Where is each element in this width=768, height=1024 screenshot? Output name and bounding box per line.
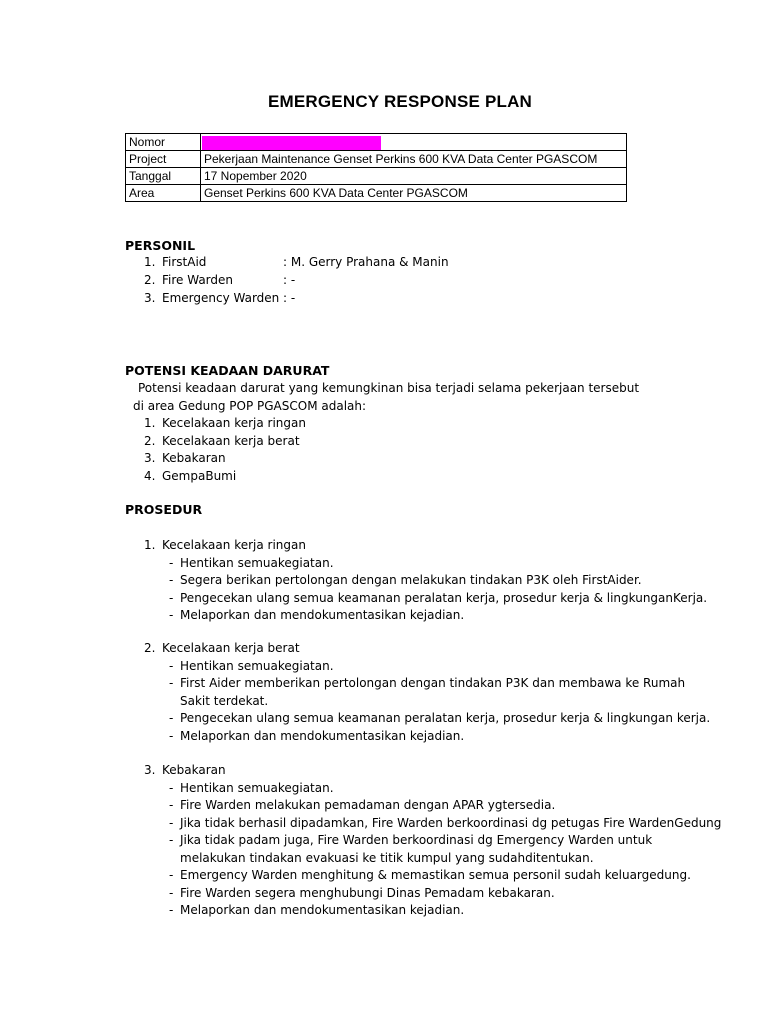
procedure-step: - Hentikan semuakegiatan. bbox=[169, 658, 334, 673]
info-value bbox=[201, 134, 627, 151]
procedure-section bbox=[144, 640, 710, 745]
highlight-block bbox=[202, 136, 381, 150]
procedure-step-continuation: Sakit terdekat. bbox=[180, 693, 269, 708]
procedure-step: - Melaporkan dan mendokumentasikan kejadian. bbox=[169, 728, 465, 743]
procedure-step: - Melaporkan dan mendokumentasikan kejadian. bbox=[169, 903, 465, 917]
procedure-step: - Hentikan semuakegiatan. bbox=[169, 555, 334, 570]
info-row-area bbox=[126, 185, 627, 202]
info-row-tanggal bbox=[126, 168, 627, 185]
info-row-project bbox=[126, 151, 627, 168]
info-value: Pekerjaan Maintenance Genset Perkins 600 KVA Data Center PGASCOM bbox=[201, 151, 627, 168]
list-item: 4. GempaBumi bbox=[144, 468, 237, 483]
personil-item: 1. FirstAid : M. Gerry Prahana & Manin bbox=[144, 255, 449, 269]
info-value: 17 Nopember 2020 bbox=[201, 168, 627, 185]
procedure-section bbox=[144, 537, 707, 625]
info-label: Project bbox=[126, 151, 201, 168]
potensi-list bbox=[144, 415, 306, 485]
potensi-intro-line: Potensi keadaan darurat yang kemungkinan bisa terjadi selama pekerjaan tersebut bbox=[138, 381, 640, 395]
procedure-step: - Fire Warden segera menghubungi Dinas Pemadam kebakaran. bbox=[169, 885, 555, 900]
info-table bbox=[125, 133, 627, 202]
procedure-section bbox=[144, 762, 721, 920]
procedure-step: - Emergency Warden menghitung & memastikan semua personil sudah keluargedung. bbox=[169, 868, 691, 882]
procedure-title: 3. Kebakaran bbox=[144, 763, 226, 777]
procedure-step: - Pengecekan ulang semua keamanan peralatan kerja, prosedur kerja & lingkunganKerja. bbox=[169, 590, 708, 605]
procedure-steps bbox=[144, 658, 710, 746]
personil-item: 2. Fire Warden : - bbox=[144, 273, 296, 287]
info-row-nomor bbox=[126, 134, 627, 151]
potensi-intro-line: di area Gedung POP PGASCOM adalah: bbox=[133, 399, 367, 413]
personil-heading: PERSONIL bbox=[125, 238, 196, 253]
procedure-step-continuation: melakukan tindakan evakuasi ke titik kumpul yang sudahditentukan. bbox=[180, 850, 594, 865]
procedure-step: - Jika tidak berhasil dipadamkan, Fire Warden berkoordinasi dg petugas Fire WardenGedung bbox=[169, 815, 722, 830]
procedure-step: - Segera berikan pertolongan dengan melakukan tindakan P3K oleh FirstAider. bbox=[169, 573, 642, 587]
procedure-step: - Hentikan semuakegiatan. bbox=[169, 780, 334, 795]
info-value: Genset Perkins 600 KVA Data Center PGASCOM bbox=[201, 185, 627, 202]
info-label: Tanggal bbox=[126, 168, 201, 185]
procedure-steps bbox=[144, 780, 721, 920]
procedure-step: - Pengecekan ulang semua keamanan peralatan kerja, prosedur kerja & lingkungan kerja. bbox=[169, 711, 711, 725]
potensi-heading: POTENSI KEADAAN DARURAT bbox=[125, 363, 330, 378]
procedure-step: - Melaporkan dan mendokumentasikan kejadian. bbox=[169, 608, 465, 622]
list-item: 1. Kecelakaan kerja ringan bbox=[144, 416, 306, 430]
prosedur-heading: PROSEDUR bbox=[125, 502, 203, 517]
list-item: 3. Kebakaran bbox=[144, 451, 226, 465]
procedure-steps bbox=[144, 555, 707, 625]
list-item: 2. Kecelakaan kerja berat bbox=[144, 433, 300, 448]
info-label: Area bbox=[126, 185, 201, 202]
procedure-step: - Jika tidak padam juga, Fire Warden berkoordinasi dg Emergency Warden untuk bbox=[169, 833, 653, 847]
procedure-step: - Fire Warden melakukan pemadaman dengan APAR ygtersedia. bbox=[169, 798, 556, 812]
procedure-title: 1. Kecelakaan kerja ringan bbox=[144, 538, 306, 552]
document-title: EMERGENCY RESPONSE PLAN bbox=[267, 92, 533, 111]
info-label: Nomor bbox=[126, 134, 201, 151]
personil-item: 3. Emergency Warden : - bbox=[144, 291, 296, 305]
procedure-step: - First Aider memberikan pertolongan dengan tindakan P3K dan membawa ke Rumah bbox=[169, 676, 686, 690]
procedure-title: 2. Kecelakaan kerja berat bbox=[144, 641, 300, 655]
